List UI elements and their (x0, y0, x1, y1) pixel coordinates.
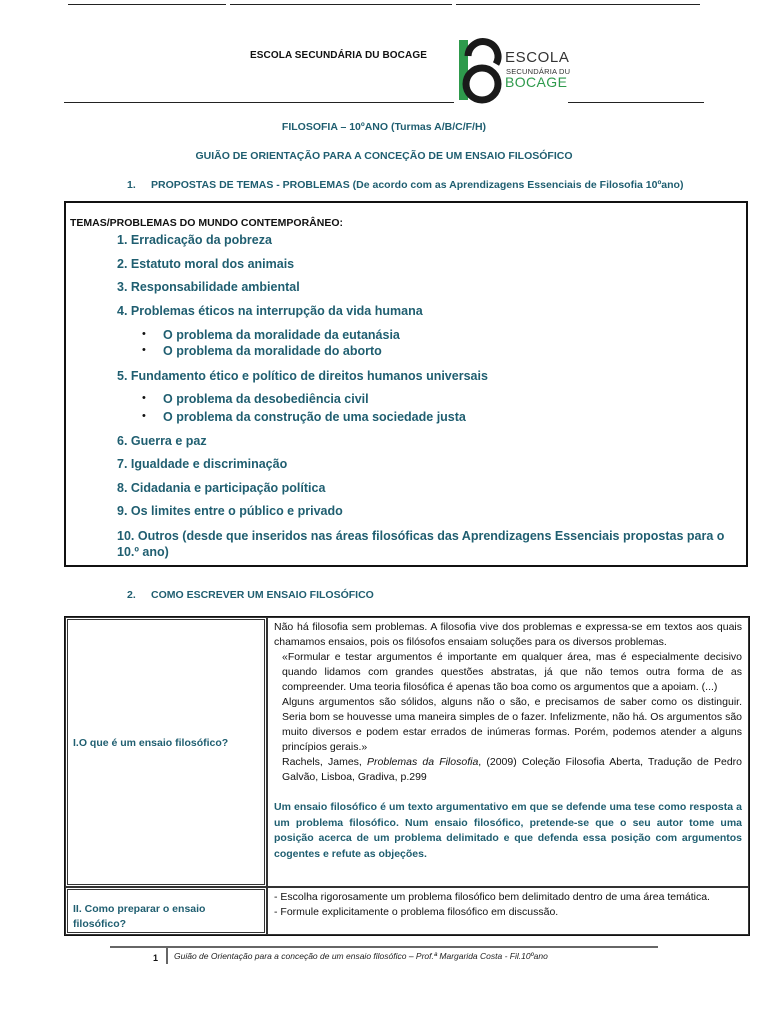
bullet-icon: • (142, 410, 146, 422)
quote-paragraph-2: Alguns argumentos são sólidos, alguns não o são, e precisamos de saber como os distinguir. Seria bom se houvesse uma maneira simples de o fazer. Infelizmente, não há. Os argumentos são muito diversos e podem estar errados de inúmeras formas. Porém, podemos atender a alguns princípios gerais.» (282, 696, 742, 753)
topic-item: 4. Problemas éticos na interrupção da vida humana (117, 304, 423, 318)
eb-monogram-icon (456, 36, 508, 104)
footer-rule (110, 946, 658, 948)
prep-item: - Escolha rigorosamente um problema filosófico bem delimitado dentro de uma área temática. (274, 891, 710, 903)
guide-title: GUIÃO DE ORIENTAÇÃO PARA A CONCEÇÃO DE UM ENSAIO FILOSÓFICO (195, 150, 573, 162)
header-rule-right (568, 102, 704, 103)
logo-text-bocage: BOCAGE (505, 74, 568, 90)
logo-text-secundaria: SECUNDÁRIA DU (506, 67, 571, 76)
footer-text: Guião de Orientação para a conceção de um ensaio filosófico – Prof.ª Margarida Costa - Fil.10ºano (174, 951, 548, 961)
topic-item: 3. Responsabilidade ambiental (117, 280, 300, 294)
essay-table (64, 616, 750, 936)
topic-item: 9. Os limites entre o público e privado (117, 504, 343, 518)
prep-item: - Formule explicitamente o problema filosófico em discussão. (274, 906, 559, 918)
subtopic-item: O problema da construção de uma sociedade justa (163, 410, 466, 424)
row-label: II. Como preparar o ensaio filosófico? (73, 903, 206, 930)
footer-divider (166, 948, 168, 964)
subtopic-item: O problema da moralidade da eutanásia (163, 328, 400, 342)
top-rule-1 (68, 4, 226, 5)
bullet-icon: • (142, 392, 146, 404)
logo-text-escola: ESCOLA (505, 49, 570, 66)
school-name: ESCOLA SECUNDÁRIA DU BOCAGE (250, 50, 427, 61)
bullet-icon: • (142, 328, 146, 340)
topics-box-title: TEMAS/PROBLEMAS DO MUNDO CONTEMPORÂNEO: (70, 217, 343, 229)
topic-item: 1. Erradicação da pobreza (117, 233, 272, 247)
table-row-2-label-cell (65, 887, 267, 935)
citation-author: Rachels, James, (282, 756, 368, 768)
topic-item: 10. Outros (desde que inseridos nas áreas filosóficas das Aprendizagens Essenciais propostas para o 10.º ano) (117, 529, 725, 559)
top-rule-3 (456, 4, 700, 5)
citation-title: Problemas da Filosofia (367, 756, 479, 768)
quote-paragraph: «Formular e testar argumentos é importante em qualquer área, mas é especialmente decisivo quando lidamos com grandes questões abstratas, já que não temos outra forma de as compreender. Uma teoria filosófica é apenas tão boa como os argumentos que a apoiam. (...) (282, 651, 742, 693)
topic-item: 8. Cidadania e participação política (117, 481, 326, 495)
topic-item: 5. Fundamento ético e político de direitos humanos universais (117, 369, 488, 383)
topic-item: 6. Guerra e paz (117, 434, 207, 448)
table-row-2-content-cell (267, 887, 749, 935)
row-label: I.O que é um ensaio filosófico? (73, 737, 229, 749)
section1-heading: PROPOSTAS DE TEMAS - PROBLEMAS (De acordo com as Aprendizagens Essenciais de Filosofia 10ºano) (151, 179, 684, 191)
top-rule-2 (230, 4, 452, 5)
subtopic-item: O problema da desobediência civil (163, 392, 369, 406)
header-rule-left (64, 102, 454, 103)
intro-paragraph: Não há filosofia sem problemas. A filosofia vive dos problemas e expressa-se em textos aos quais chamamos ensaios, pois os filósofos ensaiam soluções para os diversos problemas. (274, 621, 742, 648)
topic-item: 7. Igualdade e discriminação (117, 457, 288, 471)
page-number: 1 (153, 953, 159, 963)
bullet-icon: • (142, 344, 146, 356)
citation (274, 755, 742, 785)
section2-heading: COMO ESCREVER UM ENSAIO FILOSÓFICO (151, 589, 374, 601)
definition-paragraph: Um ensaio filosófico é um texto argumentativo em que se defende uma tese como resposta a um problema filosófico. Num ensaio filosófico, pretende-se que o seu autor tome uma posição acerca de um problema delimitado e que defenda essa posição com argumentos cogentes e refute as objeções. (274, 801, 742, 860)
citation-rest: , (2009) Coleção Filosofia Aberta, Tradução de Pedro Galvão, Lisboa, Gradiva, p.299 (282, 756, 743, 783)
subtopic-item: O problema da moralidade do aborto (163, 344, 382, 358)
topic-item: 2. Estatuto moral dos animais (117, 257, 295, 271)
section1-number: 1. (127, 179, 136, 191)
section2-number: 2. (127, 589, 136, 601)
subject-title: FILOSOFIA – 10ºANO (Turmas A/B/C/F/H) (281, 121, 487, 133)
table-row-1-label-cell (65, 617, 267, 887)
table-row-1-content-cell (267, 617, 749, 887)
